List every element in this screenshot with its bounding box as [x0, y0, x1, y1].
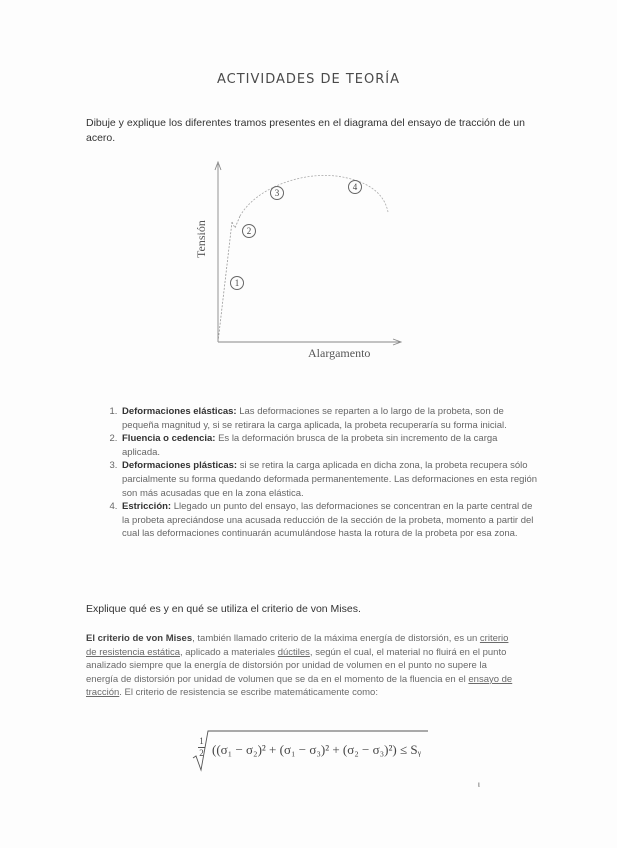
x-axis-label: Alargamento [308, 346, 371, 360]
definition-term: Estricción: [122, 501, 172, 513]
definition-term: Fluencia o cedencia: [122, 433, 216, 445]
paragraph-text: . El criterio de resistencia se escribe matemáticamente como: [119, 687, 378, 699]
definition-term: Deformaciones plásticas: [122, 460, 238, 472]
zone-marker-3: 3 [270, 186, 284, 200]
question-1: Dibuje y explique los diferentes tramos presentes en el diagrama del ensayo de tracción de un acero. [86, 117, 525, 144]
page-title: ACTIVIDADES DE TEORÍA [216, 72, 401, 87]
paragraph-text: , también llamado criterio de la máxima energía de distorsión, es un [192, 633, 480, 644]
y-axis-label: Tensión [194, 220, 208, 258]
link-ensayo-traccion[interactable]: ensayo de tracción [86, 673, 513, 699]
zone-marker-4: 4 [348, 180, 362, 194]
stray-mark: ι [478, 780, 480, 789]
list-item [120, 432, 538, 459]
stress-strain-diagram [196, 158, 406, 364]
fraction-denominator: 2 [199, 748, 204, 758]
zone-marker-1: 1 [230, 276, 244, 290]
link-ductiles[interactable]: dúctiles [277, 646, 310, 658]
von-mises-paragraph [86, 632, 518, 700]
diagram-drawing [196, 158, 406, 364]
definition-text: si se retira la carga aplicada en dicha zona, la probeta recupera sólo parcialmente su forma quedando deformada permanentemente. Las deformaciones en esta región son más acusadas que en la zona elástica. [122, 460, 538, 499]
paragraph-text: , según el cual, el material no fluirá en el punto analizado siempre que la energía de distorsión por unidad de volumen en el punto no supere la energía de distorsión por unidad de volumen que se da en el momento de la fluencia en el [86, 646, 507, 685]
fraction-numerator: 1 [199, 736, 204, 746]
definition-text: Llegado un punto del ensayo, las deformaciones se concentran en la parte central de la probeta apreciándose una acusada reducción de la sección de la probeta, momento a partir del cual las deformaciones continuarán acumulándose hasta la rotura de la probeta por esa zona. [122, 501, 534, 540]
definition-text: Es la deformación brusca de la probeta sin incremento de la carga aplicada. [122, 433, 498, 458]
paragraph-text: , aplicado a materiales [180, 646, 278, 658]
plastic-curve [240, 175, 388, 216]
yield-segment [232, 216, 240, 228]
link-criterio-resistencia[interactable]: criterio de resistencia estática [86, 633, 509, 658]
list-item [120, 405, 538, 432]
von-mises-formula [192, 728, 432, 772]
list-item [120, 459, 538, 500]
list-item [120, 500, 538, 541]
definitions-list [102, 405, 538, 541]
question-2: Explique qué es y en qué se utiliza el criterio de von Mises. [86, 603, 361, 615]
formula-expression: ((σ₁ − σ₂)² + (σ₁ − σ₃)² + (σ₂ − σ₃)²) ≤ Sᵧ [212, 742, 422, 757]
definition-term: Deformaciones elásticas: [122, 406, 237, 417]
fraction [198, 736, 205, 758]
definition-text: Las deformaciones se reparten a lo largo de la probeta, son de pequeña magnitud y, si se retirara la carga aplicada, la probeta recuperaría su forma inicial. [122, 406, 507, 431]
zone-marker-2: 2 [242, 224, 256, 238]
paragraph-term: El criterio de von Mises [86, 633, 193, 644]
